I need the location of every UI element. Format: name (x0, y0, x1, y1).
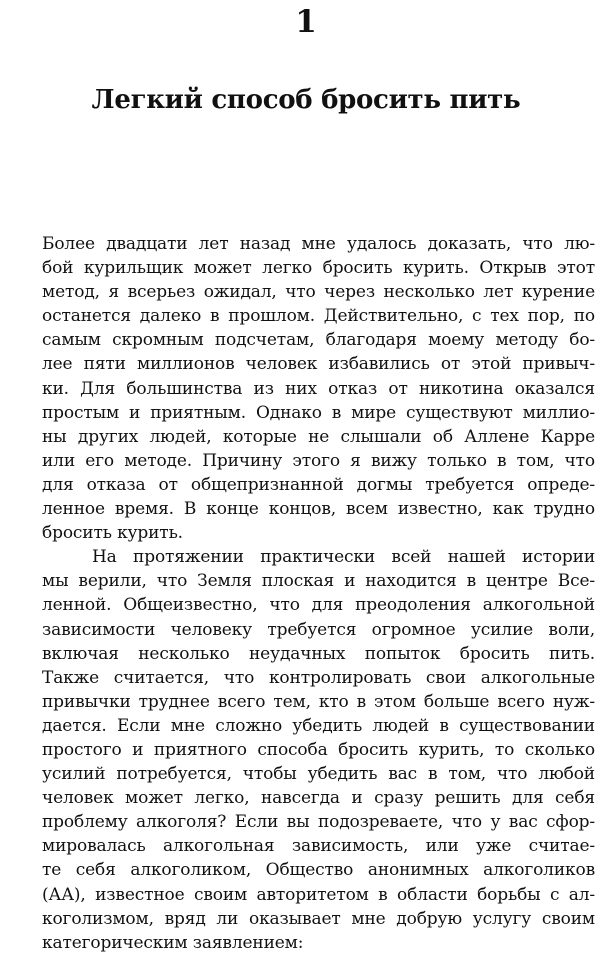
text-line: Также считается, что контролировать свои алкогольные (42, 667, 595, 688)
text-line: бой курильщик может легко бросить курить. Открыв этот (42, 258, 595, 279)
text-line: ленное время. В конце концов, всем известно, как трудно (42, 499, 595, 520)
text-line: дается. Если мне сложно убедить людей в существовании (42, 715, 595, 736)
text-line: коголизмом, вряд ли оказывает мне добрую услугу своим (42, 908, 595, 929)
text-line: (АА), известное своим авторитетом в области борьбы с ал- (42, 884, 595, 905)
text-line: привычки труднее всего тем, кто в этом больше всего нуж- (42, 691, 595, 712)
chapter-number: 1 (295, 4, 317, 40)
text-line: самым скромным подсчетам, благодаря моему методу бо- (42, 330, 595, 351)
text-line: останется далеко в прошлом. Действительно, с тех пор, по (42, 306, 595, 327)
text-line: ны других людей, которые не слышали об Аллене Карре (42, 426, 595, 447)
paragraph (42, 545, 595, 955)
text-line: или его методе. Причину этого я вижу только в том, что (42, 450, 595, 471)
text-line: мы верили, что Земля плоская и находится в центре Все- (42, 571, 595, 592)
text-line: ленной. Общеизвестно, что для преодоления алкогольной (42, 595, 595, 616)
chapter-title: Легкий способ бросить пить (91, 85, 521, 115)
text-line: проблему алкоголя? Если вы подозреваете, что у вас сфор- (42, 812, 595, 833)
text-line: для отказа от общепризнанной догмы требуется опреде- (42, 474, 595, 495)
paragraph (42, 232, 595, 545)
body-text (42, 232, 595, 955)
text-line: метод, я всерьез ожидал, что через несколько лет курение (42, 282, 595, 303)
text-line: лее пяти миллионов человек избавились от этой привыч- (42, 354, 595, 375)
text-line: мировалась алкогольная зависимость, или уже считае- (42, 836, 595, 857)
text-line: ки. Для большинства из них отказ от никотина оказался (42, 378, 595, 399)
text-line: категорическим заявлением: (42, 932, 304, 953)
text-line: человек может легко, навсегда и сразу решить для себя (42, 788, 595, 809)
text-line: бросить курить. (42, 523, 183, 544)
text-line: На протяжении практически всей нашей истории (92, 547, 595, 568)
text-line: усилий потребуется, чтобы убедить вас в том, что любой (42, 764, 595, 785)
text-line: зависимости человеку требуется огромное усилие воли, (42, 619, 595, 640)
text-line: включая несколько неудачных попыток бросить пить. (42, 643, 595, 664)
text-line: простого и приятного способа бросить курить, то сколько (42, 739, 595, 760)
text-line: те себя алкоголиком, Общество анонимных алкоголиков (42, 860, 595, 881)
text-line: Более двадцати лет назад мне удалось доказать, что лю- (42, 234, 595, 254)
text-line: простым и приятным. Однако в мире существуют миллио- (42, 402, 595, 423)
